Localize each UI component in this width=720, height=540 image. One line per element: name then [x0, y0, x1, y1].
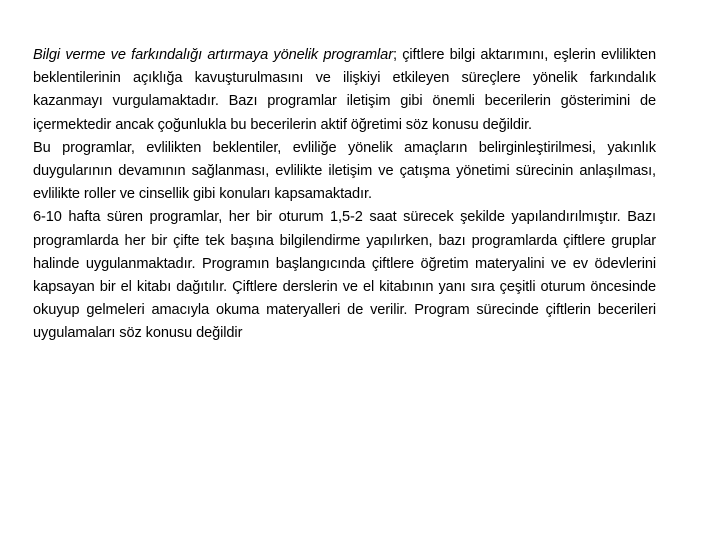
paragraph-1-lead: Bilgi verme ve farkındalığı artırmaya yönelik programlar	[33, 47, 393, 63]
paragraph-2: Bu programlar, evlilikten beklentiler, evliliğe yönelik amaçların belirginleştirilmesi, yakınlık duygularının devamının sağlanması, evlilikte iletişim ve çatışma yönetimi sürecinin anlaşılması, evlilikte roller ve cinsellik gibi konuları kapsamaktadır.	[33, 139, 656, 203]
paragraph-1	[33, 44, 656, 137]
paragraph-1-rest: ; çiftlere bilgi aktarımını, eşlerin evlilikten beklentilerinin açıklığa kavuşturulmasını ve ilişkiyi etkileyen süreçlere yönelik farkındalık kazanmayı vurgulamaktadır. Bazı programlar iletişim gibi önemli becerilerin gösterimini de içermektedir ancak çoğunlukla bu becerilerin aktif öğretimi söz konusu değildir.	[33, 47, 656, 133]
paragraph-3: 6-10 hafta süren programlar, her bir oturum 1,5-2 saat sürecek şekilde yapılandırılmıştır. Bazı programlarda her bir çifte tek başına bilgilendirme yapılırken, bazı programlarda çiftlere gruplar halinde uygulanmaktadır. Programın başlangıcında çiftlere öğretim materyalini ve ev ödevlerini kapsayan bir el kitabı dağıtılır. Çiftlere derslerin ve el kitabının yanı sıra çeşitli oturum öncesinde okuyup gelmeleri amacıyla okuma materyalleri de verilir. Program sürecinde çiftlerin becerileri uygulamaları söz konusu değildir	[33, 209, 656, 342]
text-body	[33, 44, 656, 346]
